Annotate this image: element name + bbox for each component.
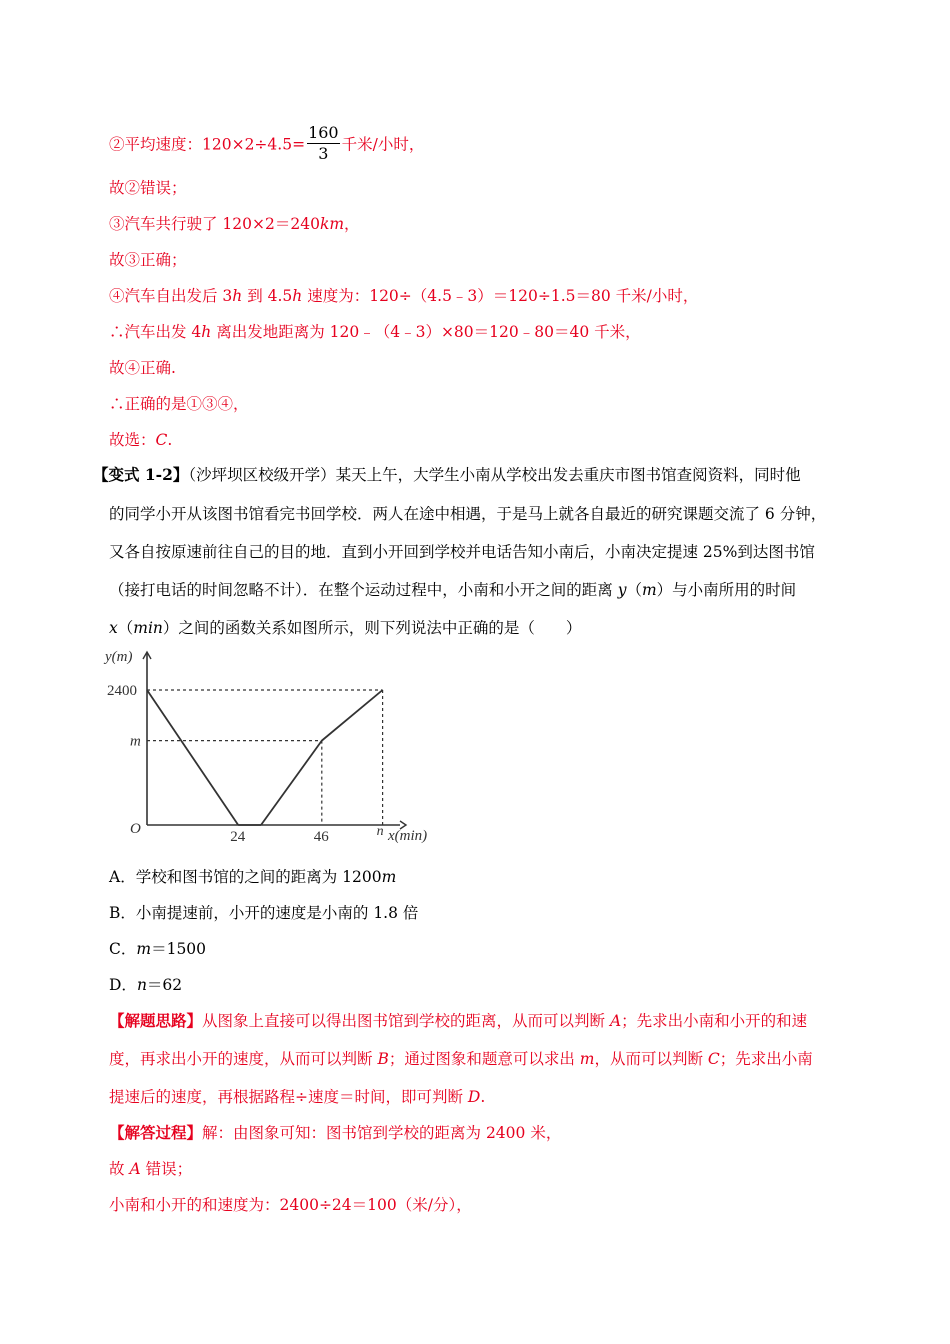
- an1-A: A: [609, 1012, 622, 1030]
- ans2-b: 错误；: [140, 1160, 193, 1178]
- origin-label: O: [130, 821, 141, 837]
- fraction-numerator: 160: [308, 123, 339, 142]
- p4-c: ）与小南所用的时间: [656, 581, 797, 599]
- p5-b: ）之间的函数关系如图所示，则下列说法中正确的是（ ）: [162, 619, 582, 637]
- answer-title: 【解答过程】: [109, 1123, 203, 1142]
- avg-speed-unit: 千米/小时，: [341, 135, 425, 154]
- ans1-text: 解：由图象可知：图书馆到学校的距离为 2400 米，: [202, 1124, 562, 1142]
- option-a: [109, 866, 396, 888]
- x-tick-46: 46: [313, 829, 329, 845]
- p4-b: （: [626, 581, 642, 599]
- problem-line-5: [109, 617, 581, 639]
- graph-segment-4: [322, 690, 383, 741]
- verdict-4: 故④正确.: [109, 359, 176, 377]
- option-d: [109, 974, 182, 996]
- fraction: [307, 124, 340, 163]
- problem-line-2: 的同学小开从该图书馆看完书回学校．两人在途中相遇，于是马上就各自最近的研究课题交流了 6 分钟，: [109, 505, 827, 523]
- an2-c: ，从而可以判断: [594, 1050, 708, 1068]
- line3-end: ，: [344, 215, 360, 233]
- solution-line-4: [109, 285, 698, 307]
- an3-a: 提速后的速度，再根据路程÷速度＝时间，即可判断: [109, 1088, 468, 1106]
- an1-a: 从图象上直接可以得出图书馆到学校的距离，从而可以判断: [202, 1012, 610, 1030]
- option-b-label: B．: [109, 904, 136, 922]
- analysis-title: 【解题思路】: [109, 1011, 203, 1030]
- avg-speed-text: ②平均速度：120×2÷4.5=: [109, 135, 306, 154]
- solution-line-5: [109, 321, 641, 343]
- x-tick-24: 24: [230, 829, 246, 845]
- an2-d: ；先求出小南: [719, 1050, 813, 1068]
- option-a-unit: m: [381, 868, 397, 886]
- y-tick-2400: 2400: [107, 683, 137, 699]
- line4-a: ④汽车自出发后 3: [109, 287, 233, 305]
- p4-y: y: [617, 581, 627, 599]
- line3-text: ③汽车共行驶了 120×2＝240: [109, 215, 320, 233]
- an2-a: 度，再求出小开的速度，从而可以判断: [109, 1050, 378, 1068]
- analysis-line-2: [109, 1048, 813, 1070]
- solution-line-avg: [109, 123, 425, 165]
- problem-line-1: [93, 464, 801, 486]
- choice-prefix: 故选：: [109, 431, 156, 449]
- problem-tag: 【变式 1-2】: [93, 465, 189, 484]
- y-tick-m: m: [130, 733, 141, 750]
- line3-unit: km: [319, 215, 345, 233]
- option-d-text: ＝62: [146, 976, 183, 994]
- answer-line-2: [109, 1158, 192, 1180]
- line4-c: 速度为：120÷（4.5﹣3）＝120÷1.5＝80 千米/小时，: [302, 287, 699, 305]
- graph-segment-1: [147, 690, 238, 825]
- ans2-A: A: [129, 1160, 141, 1178]
- line5-b: 离出发地距离为 120﹣（4﹣3）×80＝120﹣80＝40 千米，: [211, 323, 641, 341]
- problem-line-3: 又各自按原速前往自己的目的地．直到小开回到学校并电话告知小南后，小南决定提速 25%到达图书馆: [109, 543, 815, 561]
- line4-b: 到 4.5: [242, 287, 293, 305]
- fraction-denominator: 3: [318, 144, 329, 163]
- choice-letter: C: [155, 431, 168, 449]
- line4-h1: h: [232, 287, 243, 305]
- answer-line-1: [109, 1122, 561, 1144]
- option-c-label: C．: [109, 940, 137, 958]
- ans2-a: 故: [109, 1160, 130, 1178]
- p5-x: x: [109, 619, 118, 637]
- option-a-label: A．: [109, 868, 136, 886]
- an2-b: ；通过图象和题意可以求出: [388, 1050, 580, 1068]
- p5-a: （: [117, 619, 134, 637]
- p4-m: m: [641, 581, 657, 599]
- p5-min: min: [133, 619, 163, 637]
- an1-b: ；先求出小南和小开的和速: [621, 1012, 808, 1030]
- graph-marks: [147, 690, 383, 825]
- verdict-2: 故②错误；: [109, 179, 187, 197]
- y-axis-label: y(m): [105, 649, 133, 665]
- distance-time-graph: [100, 645, 445, 850]
- graph-segment-3: [261, 741, 322, 825]
- option-c-text: ＝1500: [151, 940, 207, 958]
- an3-b: .: [480, 1088, 486, 1106]
- p4-a: （接打电话的时间忽略不计）．在整个运动过程中，小南和小开之间的距离: [109, 581, 618, 599]
- line5-h: h: [201, 323, 212, 341]
- line4-h2: h: [292, 287, 303, 305]
- option-d-label: D．: [109, 976, 137, 994]
- an3-D: D: [467, 1088, 481, 1106]
- line5-a: ∴汽车出发 4: [109, 323, 202, 341]
- verdict-3: 故③正确；: [109, 251, 187, 269]
- an2-C: C: [707, 1050, 720, 1068]
- analysis-line-3: [109, 1086, 485, 1108]
- option-b: [109, 902, 418, 924]
- x-axis-label: x(min): [388, 828, 428, 844]
- graph-axes: [103, 649, 427, 845]
- problem-line-4: [109, 579, 796, 601]
- answer-line-3: 小南和小开的和速度为：2400÷24＝100（米/分），: [109, 1196, 472, 1214]
- analysis-line-1: [109, 1010, 807, 1032]
- an2-B: B: [377, 1050, 389, 1068]
- problem-text-1: （沙坪坝区校级开学）某天上午，大学生小南从学校出发去重庆市图书馆查阅资料，同时他: [188, 466, 801, 484]
- final-choice: [109, 429, 172, 451]
- option-b-text: 小南提速前，小开的速度是小南的 1.8 倍: [135, 904, 419, 922]
- an2-m: m: [579, 1050, 595, 1068]
- option-d-var: n: [136, 976, 147, 994]
- option-c-var: m: [136, 940, 152, 958]
- option-a-text: 学校和图书馆的之间的距离为 1200: [135, 868, 382, 886]
- solution-line-3: [109, 213, 360, 235]
- option-c: [109, 938, 206, 960]
- correct-statement: ∴正确的是①③④，: [109, 395, 249, 413]
- x-tick-n: n: [376, 824, 384, 839]
- choice-end: .: [167, 431, 173, 449]
